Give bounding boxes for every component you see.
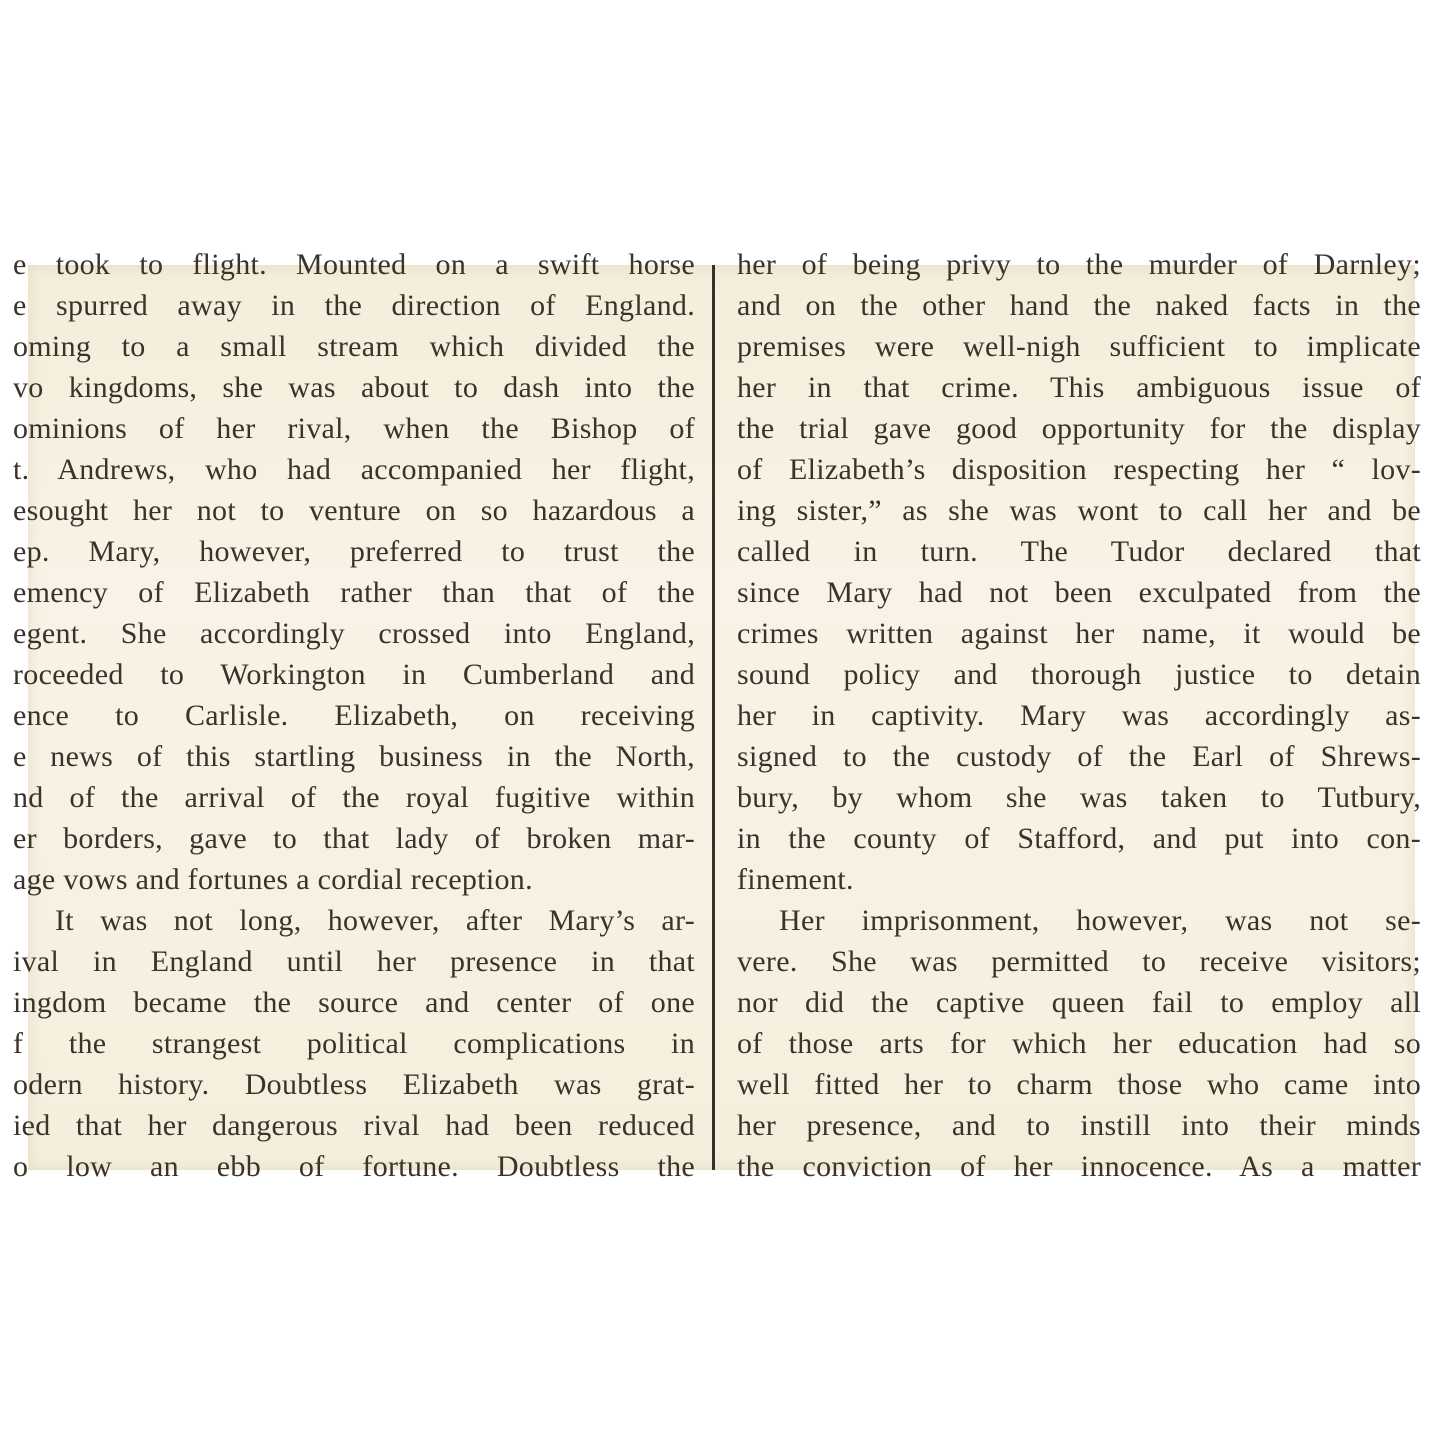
text-line: bury, by whom she was taken to Tutbury, <box>737 781 1421 814</box>
text-line: vere. She was permitted to receive visitors; <box>737 945 1421 978</box>
text-line: t. Andrews, who had accompanied her flight, <box>13 453 695 486</box>
text-line: age vows and fortunes a cordial reception. <box>13 863 533 896</box>
text-line: called in turn. The Tudor declared that <box>737 535 1421 568</box>
text-line: sound policy and thorough justice to detain <box>737 658 1421 691</box>
text-line: and on the other hand the naked facts in the <box>737 289 1421 322</box>
text-line: vo kingdoms, she was about to dash into the <box>13 371 695 404</box>
text-line: her presence, and to instill into their minds <box>737 1109 1421 1142</box>
right-text-column <box>737 244 1421 1187</box>
text-line: ing sister,” as she was wont to call her and be <box>737 494 1421 527</box>
text-line: premises were well-nigh sufficient to implicate <box>737 330 1421 363</box>
text-line: the trial gave good opportunity for the display <box>737 412 1421 445</box>
book-page-scan <box>13 248 1421 1183</box>
text-line: esought her not to venture on so hazardous a <box>13 494 695 527</box>
text-line: f the strangest political complications in <box>13 1027 695 1060</box>
text-line: ominions of her rival, when the Bishop of <box>13 412 695 445</box>
text-line: ence to Carlisle. Elizabeth, on receiving <box>13 699 695 732</box>
text-line: oming to a small stream which divided the <box>13 330 695 363</box>
column-divider-rule <box>712 265 715 1170</box>
left-text-column <box>13 244 695 1187</box>
text-line: roceeded to Workington in Cumberland and <box>13 658 695 691</box>
text-line: Her imprisonment, however, was not se- <box>779 904 1421 937</box>
text-line: ingdom became the source and center of one <box>13 986 695 1019</box>
text-line: since Mary had not been exculpated from the <box>737 576 1421 609</box>
text-line: ival in England until her presence in that <box>13 945 695 978</box>
text-line: of Elizabeth’s disposition respecting her “ lov- <box>737 453 1421 486</box>
text-line: ied that her dangerous rival had been reduced <box>13 1109 695 1142</box>
text-line: odern history. Doubtless Elizabeth was grat- <box>13 1068 695 1101</box>
text-line: It was not long, however, after Mary’s ar- <box>55 904 695 937</box>
text-line: er borders, gave to that lady of broken mar- <box>13 822 695 855</box>
text-line: e spurred away in the direction of England. <box>13 289 695 322</box>
text-line: well fitted her to charm those who came into <box>737 1068 1421 1101</box>
text-line: e news of this startling business in the North, <box>13 740 695 773</box>
text-line: e took to flight. Mounted on a swift horse <box>13 248 695 281</box>
text-line: nor did the captive queen fail to employ all <box>737 986 1421 1019</box>
text-line: her in captivity. Mary was accordingly as- <box>737 699 1421 732</box>
text-line: signed to the custody of the Earl of Shrews- <box>737 740 1421 773</box>
text-line: emency of Elizabeth rather than that of the <box>13 576 695 609</box>
text-line: o low an ebb of fortune. Doubtless the <box>13 1150 695 1183</box>
text-line: egent. She accordingly crossed into England, <box>13 617 695 650</box>
text-line: nd of the arrival of the royal fugitive within <box>13 781 695 814</box>
text-line: ep. Mary, however, preferred to trust the <box>13 535 695 568</box>
text-line: in the county of Stafford, and put into con- <box>737 822 1421 855</box>
text-line: the conviction of her innocence. As a matter <box>737 1150 1421 1183</box>
text-line: finement. <box>737 863 854 896</box>
text-line: crimes written against her name, it would be <box>737 617 1421 650</box>
text-line: her in that crime. This ambiguous issue of <box>737 371 1421 404</box>
text-line: of those arts for which her education had so <box>737 1027 1421 1060</box>
text-line: her of being privy to the murder of Darnley; <box>737 248 1421 281</box>
